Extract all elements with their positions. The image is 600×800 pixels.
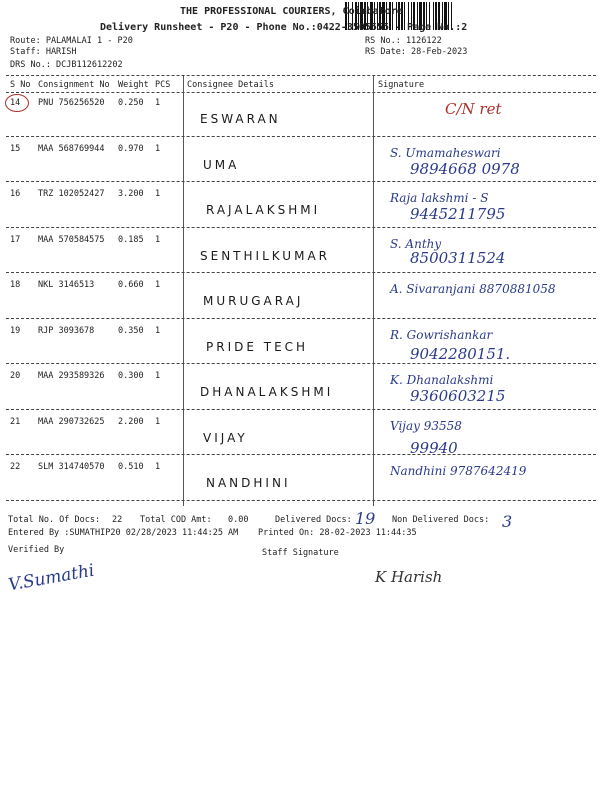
row-signature-phone: 9894668 0978 (410, 159, 520, 178)
staff-label: Staff: HARISH (10, 47, 77, 57)
company-title: THE PROFESSIONAL COURIERS, Coimbatore (180, 6, 403, 17)
row-pcs: 1 (155, 143, 161, 154)
row-consignment: MAA 570584575 (38, 234, 105, 245)
row-separator (6, 363, 596, 364)
header-consignee: Consignee Details (187, 80, 274, 90)
row-sno: 17 (10, 234, 21, 245)
row-weight: 2.200 (118, 416, 144, 427)
column-divider-signature (373, 76, 374, 506)
row-consignment: MAA 568769944 (38, 143, 105, 154)
row-separator (6, 409, 596, 410)
cod-label: Total COD Amt: (140, 515, 212, 525)
row-pcs: 1 (155, 234, 161, 245)
row-consignee: RAJALAKSHMI (206, 203, 321, 217)
row-pcs: 1 (155, 462, 161, 472)
row-pcs: 1 (155, 189, 161, 199)
row-weight: 0.510 (118, 462, 144, 472)
row-sno: 16 (10, 189, 21, 199)
row-consignee: NANDHINI (206, 476, 291, 490)
row-signature: R. Gowrishankar (390, 327, 493, 342)
row-consignee: SENTHILKUMAR (200, 248, 330, 263)
total-docs-value: 22 (112, 515, 123, 525)
row-consignee: VIJAY (203, 430, 248, 445)
route-label: Route: PALAMALAI 1 - P20 (10, 36, 133, 46)
row-pcs: 1 (155, 371, 161, 381)
staff-signature-label: Staff Signature (262, 548, 339, 558)
row-consignee: UMA (203, 157, 240, 172)
row-separator (6, 272, 596, 273)
verified-signature: V.Sumathi (6, 560, 96, 596)
row-pcs: 1 (155, 98, 161, 108)
row-consignee: ESWARAN (200, 112, 281, 126)
row-weight: 0.300 (118, 371, 144, 381)
row-signature: S. Anthy (390, 236, 442, 251)
row-consignee: PRIDE TECH (206, 339, 309, 354)
row-sno: 18 (10, 280, 21, 290)
row-weight: 0.970 (118, 143, 144, 154)
entered-by: Entered By :SUMATHIP20 02/28/2023 11:44:25 AM (8, 528, 239, 538)
row-pcs: 1 (155, 416, 161, 427)
cod-value: 0.00 (228, 515, 249, 525)
row-signature: A. Sivaranjani 8870881058 (390, 282, 556, 296)
row-consignment: MAA 293589326 (38, 371, 105, 381)
rs-number: RS No.: 1126122 (365, 36, 442, 46)
row-sno: 21 (10, 416, 21, 427)
header-weight: Weight (118, 80, 149, 90)
printed-on: Printed On: 28-02-2023 11:44:35 (258, 528, 417, 538)
row-separator (6, 318, 596, 319)
row-signature: C/N ret (445, 100, 502, 118)
row-sno: 22 (10, 462, 21, 472)
row-signature: S. Umamaheswari (390, 145, 501, 160)
row-signature: Nandhini 9787642419 (390, 464, 527, 478)
row-pcs: 1 (155, 280, 161, 290)
delivered-value: 19 (355, 509, 376, 528)
staff-signature: K Harish (375, 568, 443, 586)
row-signature-phone: 99940 (410, 438, 458, 457)
row-weight: 0.350 (118, 325, 144, 336)
row-consignee: DHANALAKSHMI (200, 385, 334, 399)
delivered-label: Delivered Docs: (275, 515, 352, 525)
row-signature: Vijay 93558 (390, 418, 462, 433)
runsheet-subtitle: Delivery Runsheet - P20 - Phone No.:0422-3505555 - Page No.:2 (100, 22, 468, 33)
row-consignment: MAA 290732625 (38, 416, 105, 427)
row-consignment: SLM 314740570 (38, 462, 105, 472)
row-sno: 19 (10, 325, 21, 336)
row-signature-phone: 9042280151. (410, 344, 511, 363)
row-separator (6, 181, 596, 182)
drs-label: DRS No.: DCJB112612202 (10, 60, 123, 70)
row-signature-phone: 9445211795 (410, 205, 506, 223)
row-separator (6, 136, 596, 137)
header-signature: Signature (378, 80, 425, 90)
row-separator (6, 500, 596, 501)
row-consignment: TRZ 102052427 (38, 189, 105, 199)
header-sno: S No (10, 80, 31, 90)
row-separator (6, 454, 596, 455)
row-sno: 15 (10, 143, 21, 154)
verified-by-label: Verified By (8, 545, 65, 555)
header-consignment: Consignment No (38, 80, 110, 90)
row-consignee: MURUGARAJ (203, 294, 304, 308)
non-delivered-value: 3 (502, 512, 513, 531)
row-weight: 0.185 (118, 234, 144, 245)
row-separator (6, 227, 596, 228)
rs-date: RS Date: 28-Feb-2023 (365, 47, 468, 57)
row-weight: 3.200 (118, 189, 144, 199)
row-signature-phone: 9360603215 (410, 387, 506, 405)
row-weight: 0.250 (118, 98, 144, 108)
row-consignment: PNU 756256520 (38, 98, 105, 108)
row-sno: 14 (10, 98, 21, 108)
row-weight: 0.660 (118, 280, 144, 290)
row-consignment: RJP 3093678 (38, 325, 95, 336)
row-sno: 20 (10, 371, 21, 381)
sno-circle-mark (5, 94, 29, 112)
row-signature-phone: 8500311524 (410, 248, 506, 267)
row-consignment: NKL 3146513 (38, 280, 95, 290)
row-signature: K. Dhanalakshmi (390, 373, 494, 387)
header-pcs: PCS (155, 80, 171, 90)
column-divider-consignee (183, 76, 184, 506)
row-signature: Raja lakshmi - S (390, 191, 489, 205)
total-docs-label: Total No. Of Docs: (8, 515, 101, 525)
row-pcs: 1 (155, 325, 161, 336)
non-delivered-label: Non Delivered Docs: (392, 515, 490, 525)
